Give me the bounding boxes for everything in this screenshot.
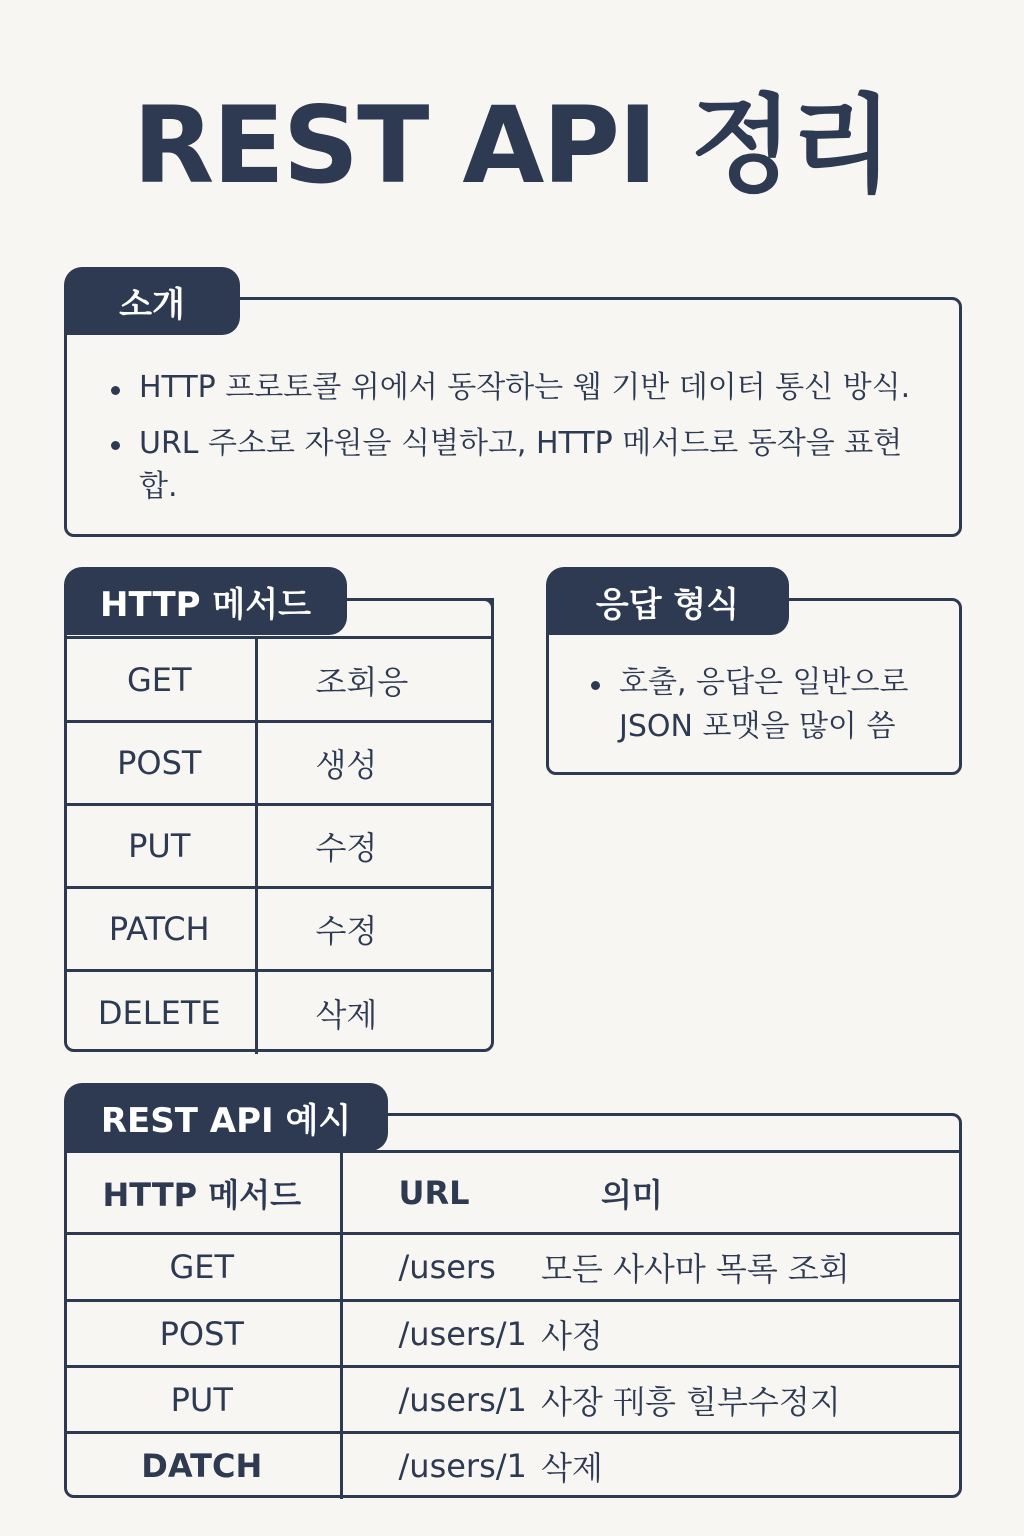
table-row [64, 1301, 962, 1367]
method-cell: GET [64, 638, 256, 722]
url-cell: /users [341, 1234, 541, 1301]
response-bullet: 호출, 응답은 일반으로 JSON 포맷을 많이 씀 [585, 661, 925, 748]
table-row [64, 1433, 962, 1499]
method-cell: PUT [64, 1367, 341, 1433]
header-meaning: 의미 [541, 1152, 962, 1234]
table-row [64, 638, 494, 722]
intro-bullet: HTTP 프로토콜 위에서 동작하는 웹 기반 데이터 통신 방식. [105, 366, 925, 410]
method-cell: GET [64, 1234, 341, 1301]
meaning-cell: 삭제 [256, 971, 494, 1054]
meaning-cell: 모든 사사마 목록 조회 [541, 1234, 962, 1301]
method-cell: DATCH [64, 1433, 341, 1499]
meaning-cell: 생성 [256, 722, 494, 805]
meaning-cell: 사장 刊흥 힐부수정지 [541, 1367, 962, 1433]
intro-heading: 소개 [119, 284, 185, 325]
table-row [64, 1234, 962, 1301]
header-method: HTTP 메서드 [64, 1152, 341, 1234]
table-row [64, 805, 494, 888]
url-cell: /users/1 [341, 1301, 541, 1367]
url-cell: /users/1 [341, 1433, 541, 1499]
table-row [64, 971, 494, 1054]
method-cell: PUT [64, 805, 256, 888]
method-cell: DELETE [64, 971, 256, 1054]
meaning-cell: 사정 [541, 1301, 962, 1367]
method-cell: POST [64, 722, 256, 805]
response-heading: 응답 형식 [595, 584, 740, 625]
response-bullet-list [585, 661, 925, 748]
url-cell: /users/1 [341, 1367, 541, 1433]
table-row [64, 1367, 962, 1433]
intro-bullet-list [105, 366, 925, 509]
response-heading-tab [546, 567, 789, 635]
intro-bullet: URL 주소로 자원을 식별하고, HTTP 메서드로 동작을 표현합. [105, 422, 925, 509]
examples-heading-tab [64, 1083, 388, 1151]
methods-heading-tab [64, 567, 347, 635]
header-url: URL [341, 1152, 541, 1234]
table-header-row [64, 1152, 962, 1234]
examples-table [64, 1150, 962, 1499]
meaning-cell: 수정 [256, 888, 494, 971]
methods-heading: HTTP 메서드 [100, 584, 311, 625]
methods-table-body [64, 636, 494, 1054]
method-cell: POST [64, 1301, 341, 1367]
table-row [64, 888, 494, 971]
intro-heading-tab [64, 267, 240, 335]
page-title: REST API 정리 [132, 84, 892, 207]
examples-heading: REST API 예시 [100, 1100, 352, 1141]
meaning-cell: 삭제 [541, 1433, 962, 1499]
meaning-cell: 수정 [256, 805, 494, 888]
meaning-cell: 조회응 [256, 638, 494, 722]
table-row [64, 722, 494, 805]
method-cell: PATCH [64, 888, 256, 971]
